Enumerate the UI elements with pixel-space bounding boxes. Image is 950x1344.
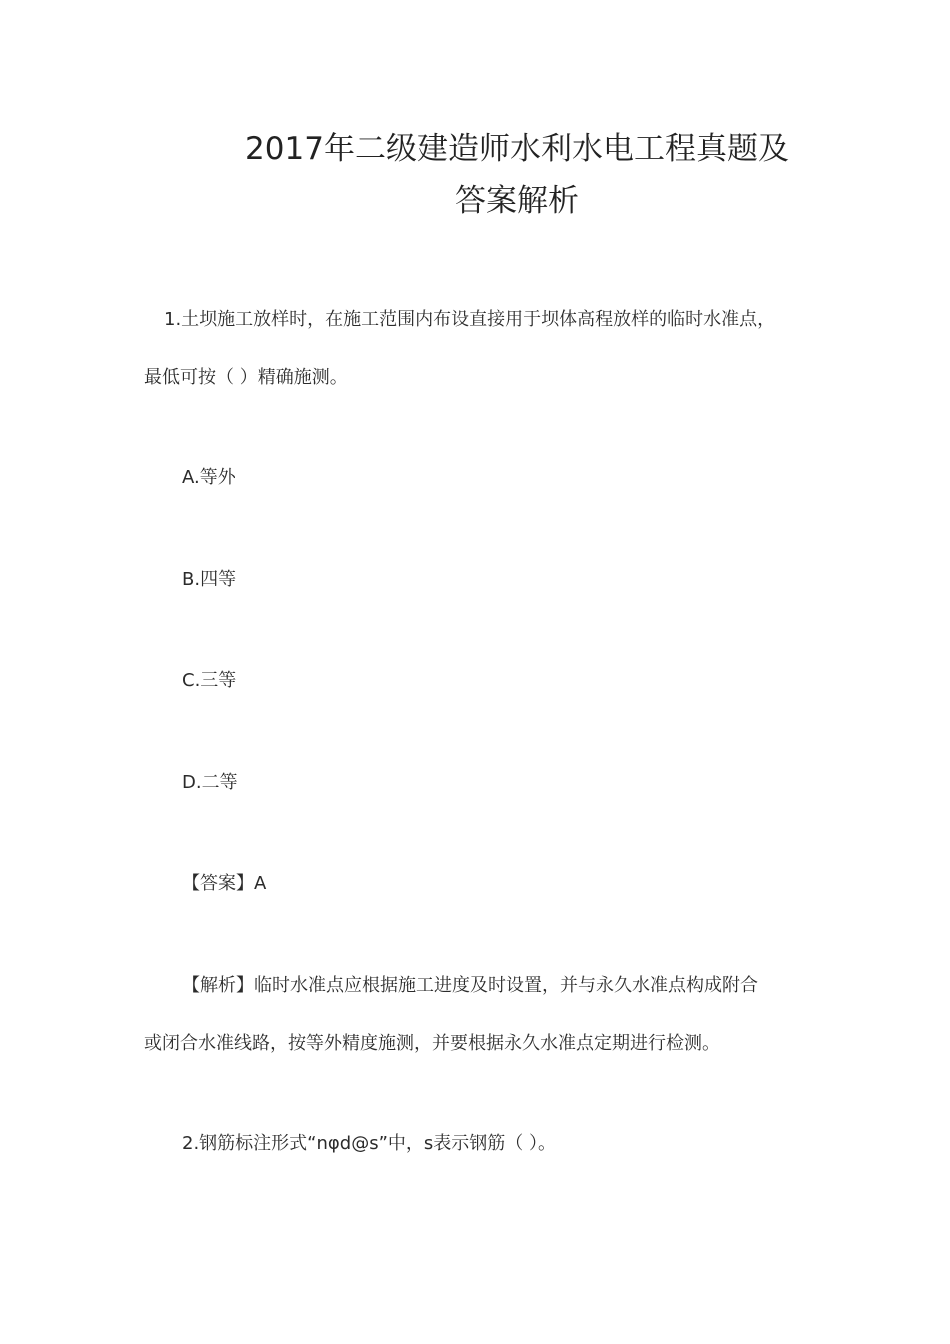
question-1-stem-line-1: 1.土坝施工放样时，在施工范围内布设直接用于坝体高程放样的临时水准点， [164, 309, 776, 330]
question-2-stem-line-1: 2.钢筋标注形式“nφd@s”中，s表示钢筋（ ）。 [182, 1133, 557, 1154]
document-title-line-2: 答案解析 [455, 183, 579, 219]
question-1-analysis-line-2: 或闭合水准线路，按等外精度施测，并要根据永久水准点定期进行检测。 [144, 1033, 720, 1054]
question-1-analysis-line-1: 【解析】临时水准点应根据施工进度及时设置，并与永久水准点构成附合 [182, 975, 758, 996]
question-1-option-c: C.三等 [182, 670, 237, 691]
question-1-stem-line-2: 最低可按（ ）精确施测。 [144, 367, 348, 388]
question-1-option-b: B.四等 [182, 569, 237, 590]
question-1-answer: 【答案】A [182, 873, 267, 894]
question-1-option-a: A.等外 [182, 467, 236, 488]
document-title-line-1: 2017年二级建造师水利水电工程真题及 [245, 131, 789, 167]
question-1-option-d: D.二等 [182, 772, 238, 793]
